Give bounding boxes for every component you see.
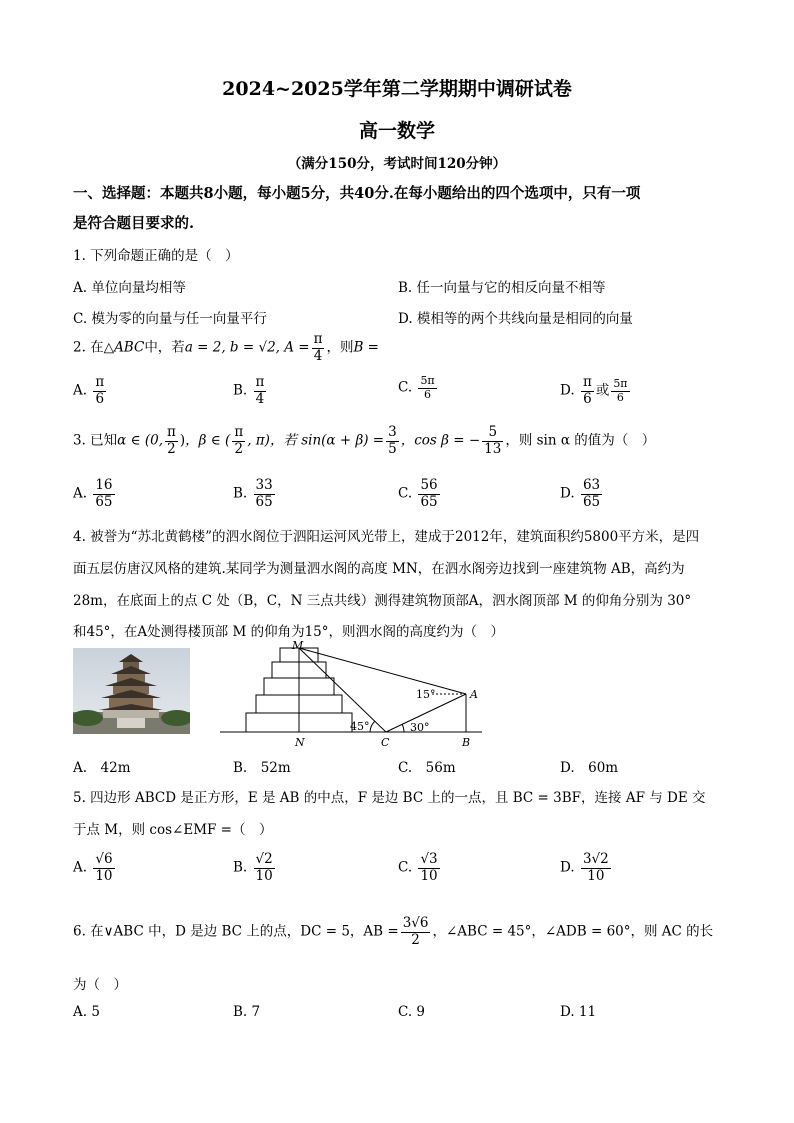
q2-option-c: C. $\frac{5\pi}{6}$ <box>398 374 435 401</box>
angle-30-label: 30° <box>410 721 430 734</box>
label-B: B <box>462 736 471 749</box>
q5-option-d: D. $\frac{3√2}{10}$ <box>560 851 609 884</box>
q2-frac-num: π <box>313 331 323 347</box>
q6-option-d: D. 11 <box>560 1004 597 1020</box>
subject-title: 高一数学 <box>358 120 435 142</box>
q4-option-a: A. 42m <box>73 760 131 776</box>
q2-option-b: B. $\frac{\pi}{4}$ <box>233 374 265 407</box>
section-heading-line2: 是符合题目要求的. <box>73 215 195 232</box>
segment-MC <box>299 648 386 732</box>
angle-15-label: 15° <box>416 688 436 701</box>
q1-stem: 1. 下列命题正确的是（ ） <box>73 248 239 264</box>
q2-option-a: A. $\frac{\pi}{6}$ <box>73 374 105 407</box>
q2-text: 中，若 <box>144 339 185 356</box>
q5-line2: 于点 M，则 cos∠EMF =（ ） <box>73 822 273 838</box>
q2-triangle: ABC <box>114 339 145 356</box>
q5-option-a: A. $\frac{√6}{10}$ <box>73 851 113 884</box>
q1-option-d: D. 模相等的两个共线向量是相同的向量 <box>398 311 633 327</box>
angle-45-label: 45° <box>350 720 370 733</box>
q1-option-b: B. 任一向量与它的相反向量不相等 <box>398 280 606 296</box>
label-M: M <box>292 640 304 652</box>
q1-option-c: C. 模为零的向量与任一向量平行 <box>73 311 267 327</box>
q3-option-d: D. $\frac{63}{65}$ <box>560 477 601 510</box>
q3-option-a: A. $\frac{16}{65}$ <box>73 477 113 510</box>
label-N: N <box>295 736 305 749</box>
label-C: C <box>381 736 390 749</box>
q2-condition: a = 2, b = √2, A = <box>184 339 310 356</box>
q2-stem <box>73 332 379 364</box>
q6-line1: 6. 在∨ABC 中，D 是边 BC 上的点，DC = 5，AB = $\frac{3√6}{2}$ ，∠ABC = 45°，∠ADB = 60°，则 AC 的长 <box>73 915 714 948</box>
q6-line2: 为（ ） <box>73 977 127 993</box>
q5-line1: 5. 四边形 ABCD 是正方形，E 是 AB 的中点，F 是边 BC 上的一点，且 BC = 3BF，连接 AF 与 DE 交 <box>73 790 706 806</box>
q6-option-a: A. 5 <box>73 1004 100 1020</box>
q4-line2: 面五层仿唐汉风格的建筑.某同学为测量泗水阁的高度 MN，在泗水阁旁边找到一座建筑物 AB，高约为 <box>73 561 685 577</box>
q2-text: ，则 <box>326 339 354 356</box>
q4-line3: 28m，在底面上的点 C 处（B，C，N 三点共线）测得建筑物顶部A，泗水阁顶部 M 的仰角分别为 30° <box>73 593 692 609</box>
q2-text: 2. 在△ <box>73 339 115 356</box>
q4-line4: 和45°，在A处测得楼顶部 M 的仰角为15°，则泗水阁的高度约为（ ） <box>73 624 505 640</box>
segment-MA <box>299 648 466 694</box>
q4-option-b: B. 52m <box>233 760 291 776</box>
label-A: A <box>470 688 478 701</box>
q4-line1: 4. 被誉为“苏北黄鹤楼”的泗水阁位于泗阳运河风光带上，建成于2012年，建筑面积约5800平方米，是四 <box>73 529 700 545</box>
q2-unknown: B = <box>353 339 379 356</box>
q5-option-c: C. $\frac{√3}{10}$ <box>398 851 438 884</box>
q3-option-b: B. $\frac{33}{65}$ <box>233 477 273 510</box>
q3-stem: 3. 已知α ∈ (0, $\frac{\pi}{2}$ )，β ∈ ( $\frac{\pi}{2}$ , π)，若 sin(α + β) = $\frac{3}{5}$ ，cos β = − $\frac{5}{13}$ ，则 sin α 的值为（ ） <box>73 424 656 457</box>
q6-option-c: C. 9 <box>398 1004 426 1020</box>
q4-option-c: C. 56m <box>398 760 456 776</box>
q4-option-d: D. 60m <box>560 760 619 776</box>
q2-frac-den: 4 <box>313 347 323 364</box>
q5-option-b: B. $\frac{√2}{10}$ <box>233 851 273 884</box>
q6-option-b: B. 7 <box>233 1004 261 1020</box>
exam-title: 2024~2025学年第二学期期中调研试卷 <box>222 78 572 100</box>
q1-option-a: A. 单位向量均相等 <box>73 280 186 296</box>
q2-fraction <box>312 332 325 364</box>
exam-note: （满分150分，考试时间120分钟） <box>287 156 507 172</box>
section-heading-line1: 一、选择题：本题共8小题，每小题5分，共40分.在每小题给出的四个选项中，只有一项 <box>73 185 641 202</box>
height-measurement-diagram <box>220 640 490 752</box>
q3-option-c: C. $\frac{56}{65}$ <box>398 477 438 510</box>
q2-option-d: D. $\frac{\pi}{6}$ 或 $\frac{5\pi}{6}$ <box>560 374 628 407</box>
pavilion-photo <box>73 648 190 734</box>
